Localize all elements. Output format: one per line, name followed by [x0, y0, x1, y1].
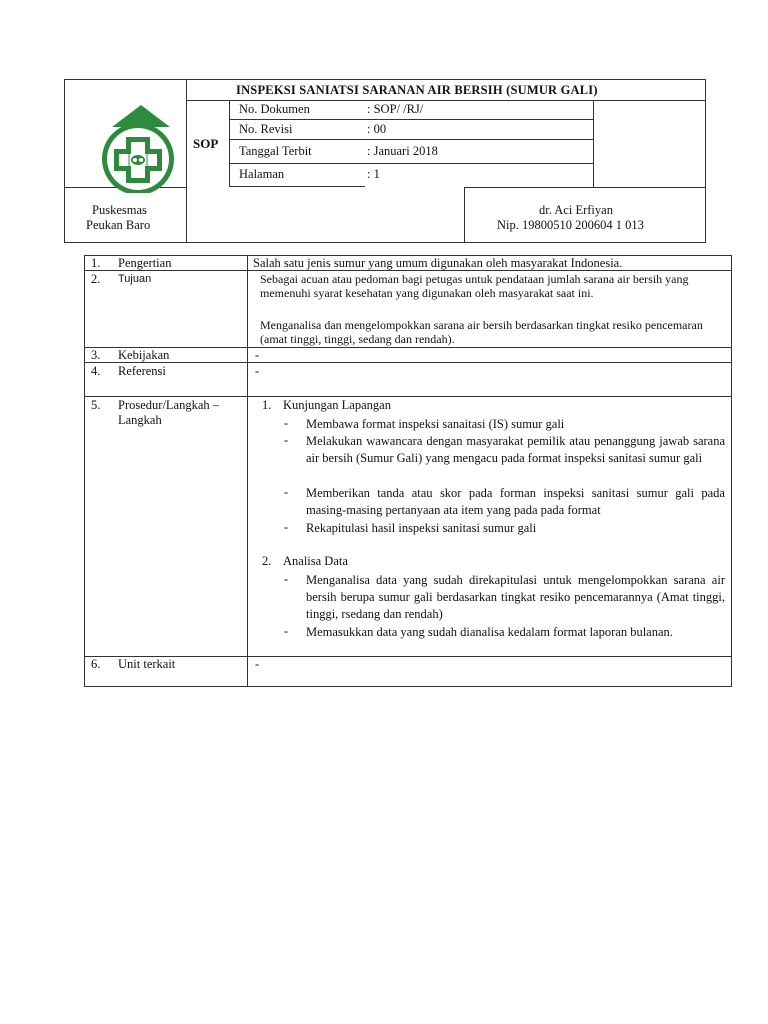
bullet-dash: - [284, 520, 289, 534]
bullet-dash: - [284, 416, 289, 430]
row-content: - [255, 657, 260, 671]
field-value-no-revisi: : 00 [367, 122, 387, 136]
step-item: Rekapitulasi hasil inspeksi sanitasi sumur gali [306, 521, 537, 535]
row-number: 3. [91, 348, 101, 362]
step-title: Analisa Data [283, 554, 348, 568]
org-name-line1: Puskesmas [92, 203, 147, 217]
row-content: - [255, 348, 260, 362]
row-number: 5. [91, 398, 101, 412]
bullet-dash: - [284, 624, 289, 638]
step-number: 2. [262, 554, 272, 568]
signer-name: dr. Aci Erfiyan [539, 203, 613, 217]
row-label: Prosedur/Langkah – Langkah [118, 398, 220, 427]
row-content: Salah satu jenis sumur yang umum digunakan oleh masyarakat Indonesia. [253, 256, 623, 270]
signer-nip: Nip. 19800510 200604 1 013 [497, 218, 644, 232]
bullet-dash: - [284, 572, 289, 586]
row-number: 2. [91, 272, 101, 286]
row-label: Kebijakan [118, 348, 170, 362]
step-item: Memasukkan data yang sudah dianalisa kedalam format laporan bulanan. [306, 625, 673, 639]
field-label-halaman: Halaman [239, 167, 285, 181]
field-label-no-dokumen: No. Dokumen [239, 102, 310, 116]
row-label: Tujuan [118, 273, 152, 285]
document-title: INSPEKSI SANIATSI SARANAN AIR BERSIH (SUMUR GALI) [236, 83, 598, 97]
field-value-tanggal-terbit: : Januari 2018 [367, 144, 438, 158]
bullet-dash: - [284, 433, 289, 447]
row-number: 6. [91, 657, 101, 671]
field-value-no-dokumen: : SOP/ /RJ/ [367, 102, 424, 116]
step-item: Melakukan wawancara dengan masyarakat pemilik atau penanggung jawab sarana air bersih (Sumur Gali) yang mengacu pada format inspeksi sanitasi sumur gali [306, 434, 725, 465]
row-content: - [255, 364, 260, 378]
row-label: Pengertian [118, 256, 172, 270]
step-title: Kunjungan Lapangan [283, 398, 391, 412]
field-label-tanggal-terbit: Tanggal Terbit [239, 144, 312, 158]
field-label-no-revisi: No. Revisi [239, 122, 293, 136]
row-content-paragraph: Menganalisa dan mengelompokkan sarana air bersih berdasarkan tingkat resiko pencemaran (amat tinggi, tinggi, sedang dan rendah). [260, 318, 703, 346]
step-item: Membawa format inspeksi sanaitasi (IS) sumur gali [306, 417, 565, 431]
field-value-halaman: : 1 [367, 167, 380, 181]
bullet-dash: - [284, 485, 289, 499]
row-number: 1. [91, 256, 101, 270]
row-label: Unit terkait [118, 657, 176, 671]
sop-label: SOP [193, 136, 219, 151]
row-label: Referensi [118, 364, 166, 378]
step-number: 1. [262, 398, 272, 412]
step-item: Menganalisa data yang sudah direkapitulasi untuk mengelompokkan sarana air bersih berupa sumur gali berdasarkan tingkat resiko pencemarannya (Amat tinggi, tinggi, rsedang dan rendah) [306, 573, 725, 621]
row-number: 4. [91, 364, 101, 378]
org-name-line2: Peukan Baro [86, 218, 151, 232]
step-item: Memberikan tanda atau skor pada forman inspeksi sanitasi sumur gali pada masing-masing pertanyaan ata item yang pada pada format [306, 486, 725, 517]
puskesmas-logo [92, 101, 182, 193]
row-content-paragraph: Sebagai acuan atau pedoman bagi petugas untuk pendataan jumlah sarana air bersih yang memenuhi syarat kesehatan yang digunakan oleh masyarakat saat ini. [260, 272, 689, 300]
